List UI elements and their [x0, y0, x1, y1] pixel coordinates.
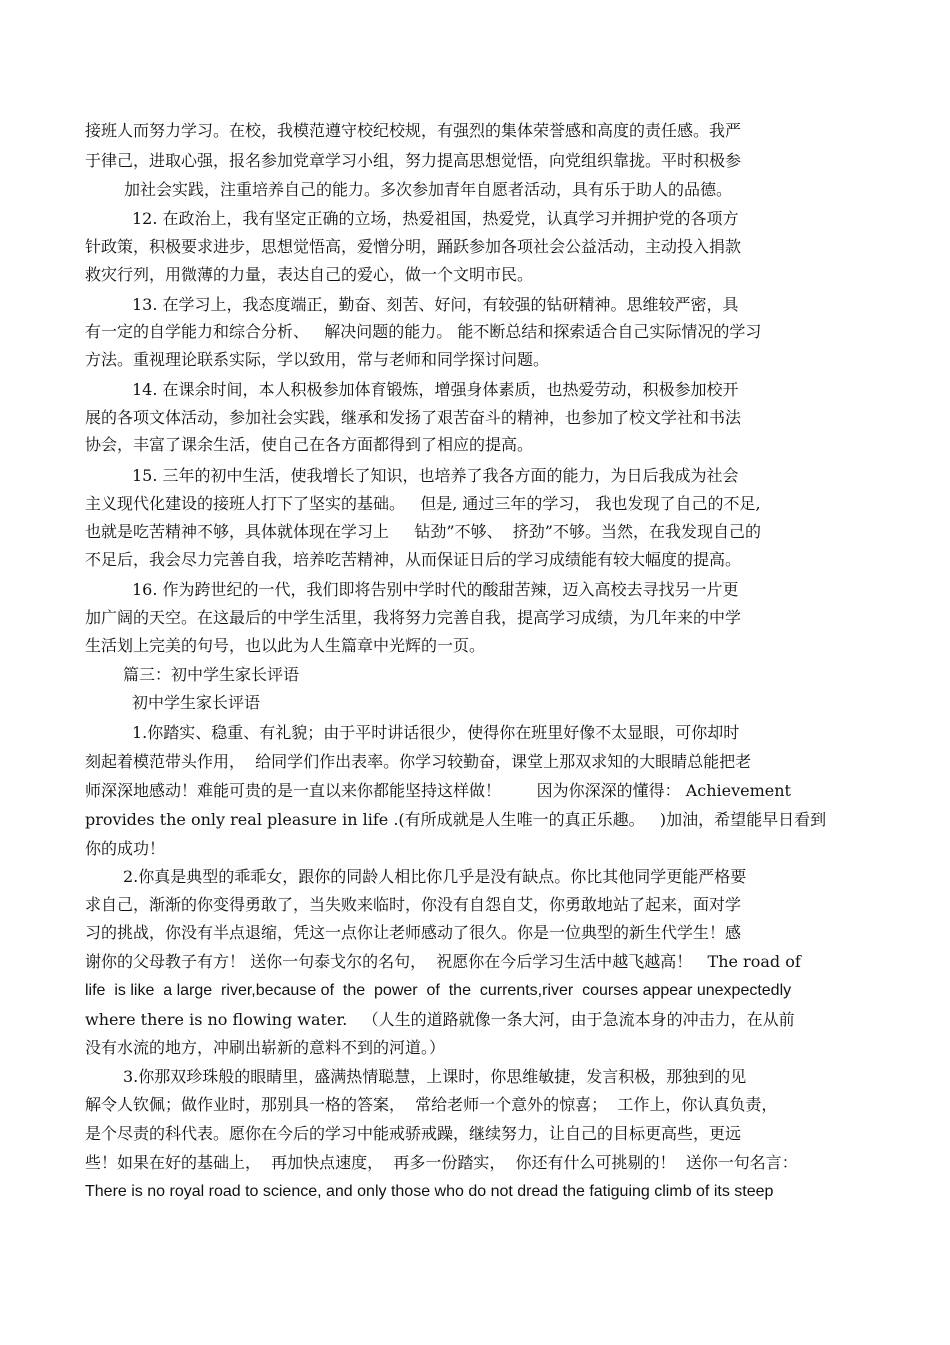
text-line: 加广阔的天空。在这最后的中学生活里，我将努力完善自我，提高学习成绩，为几年来的中学: [85, 608, 742, 627]
text-line: 也就是吃苦精神不够，具体就体现在学习上 钻劲”不够、 挤劲”不够。当然，在我发现自己的: [85, 522, 761, 541]
text-line: 15. 三年的初中生活，使我增长了知识，也培养了我各方面的能力，为日后我成为社会: [132, 466, 739, 485]
text-line: 1.你踏实、稳重、有礼貌；由于平时讲话很少，使得你在班里好像不太显眼，可你却时: [132, 723, 740, 742]
text-line: 求自己，渐渐的你变得勇敢了，当失败来临时，你没有自怨自艾，你勇敢地站了起来，面对学: [85, 895, 742, 914]
text-line: 救灾行列，用微薄的力量，表达自己的爱心，做一个文明市民。: [85, 265, 534, 284]
text-line: 16. 作为跨世纪的一代，我们即将告别中学时代的酸甜苦辣，迈入高校去寻找另一片更: [132, 580, 739, 599]
text-line: 12. 在政治上，我有坚定正确的立场，热爱祖国，热爱党，认真学习并拥护党的各项方: [132, 209, 739, 228]
text-line: provides the only real pleasure in life .(有所成就是人生唯一的真正乐趣。 )加油，希望能早日看到: [85, 810, 827, 829]
text-line: 不足后，我会尽力完善自我，培养吃苦精神，从而保证日后的学习成绩能有较大幅度的提高。: [85, 550, 742, 569]
text-line: 方法。重视理论联系实际，学以致用，常与老师和同学探讨问题。: [85, 350, 550, 369]
text-line: 于律己，进取心强，报名参加党章学习小组，努力提高思想觉悟，向党组织靠拢。平时积极参: [85, 151, 742, 170]
text-line: 是个尽责的科代表。愿你在今后的学习中能戒骄戒躁，继续努力，让自己的目标更高些，更远: [85, 1124, 742, 1143]
text-line: 接班人而努力学习。在校，我模范遵守校纪校规，有强烈的集体荣誉感和高度的责任感。我严: [85, 121, 742, 140]
text-line: 师深深地感动！难能可贵的是一直以来你都能坚持这样做！ 因为你深深的懂得： Achievement: [85, 781, 791, 800]
text-line: 刻起着模范带头作用， 给同学们作出表率。你学习较勤奋，课堂上那双求知的大眼睛总能把老: [85, 752, 752, 771]
text-line: 没有水流的地方，冲刷出崭新的意料不到的河道。）: [85, 1038, 446, 1057]
text-line: 谢你的父母教子有方！ 送你一句泰戈尔的名句， 祝愿你在今后学习生活中越飞越高！ The road of: [85, 952, 801, 971]
text-line: 针政策，积极要求进步，思想觉悟高，爱憎分明，踊跃参加各项社会公益活动，主动投入捐款: [85, 237, 742, 256]
text-line: There is no royal road to science, and only those who do not dread the fatiguing climb of its steep: [85, 1183, 774, 1200]
text-line: 14. 在课余时间，本人积极参加体育锻炼，增强身体素质，也热爱劳动，积极参加校开: [132, 380, 739, 399]
text-line: 些！如果在好的基础上， 再加快点速度， 再多一份踏实， 你还有什么可挑剔的！ 送你一句名言：: [85, 1153, 798, 1172]
text-line: 加社会实践，注重培养自己的能力。多次参加青年自愿者活动，具有乐于助人的品德。: [124, 180, 733, 199]
text-line: life is like a large river,because of the power of the currents,river courses appear unexpectedly: [85, 982, 792, 999]
text-line: where there is no flowing water. （人生的道路就像一条大河，由于急流本身的冲击力，在从前: [85, 1010, 795, 1029]
text-line: 解令人钦佩；做作业时，那别具一格的答案， 常给老师一个意外的惊喜； 工作上，你认真负责，: [85, 1095, 778, 1114]
text-line: 你的成功！: [85, 839, 166, 858]
text-line: 习的挑战，你没有半点退缩，凭这一点你让老师感动了很久。你是一位典型的新生代学生！感: [85, 923, 742, 942]
text-line: 2.你真是典型的乖乖女，跟你的同龄人相比你几乎是没有缺点。你比其他同学更能严格要: [123, 867, 747, 886]
text-line: 生活划上完美的句号，也以此为人生篇章中光辉的一页。: [85, 636, 486, 655]
text-line: 协会，丰富了课余生活，使自己在各方面都得到了相应的提高。: [85, 435, 534, 454]
section-heading: 篇三：初中学生家长评语: [123, 665, 300, 684]
section-subheading: 初中学生家长评语: [132, 693, 261, 712]
text-line: 主义现代化建设的接班人打下了坚实的基础。 但是, 通过三年的学习， 我也发现了自己的不足,: [85, 494, 761, 513]
text-line: 13. 在学习上，我态度端正，勤奋、刻苦、好问，有较强的钻研精神。思维较严密，具: [132, 295, 739, 314]
text-line: 展的各项文体活动，参加社会实践，继承和发扬了艰苦奋斗的精神，也参加了校文学社和书法: [85, 408, 742, 427]
text-line: 3.你那双珍珠般的眼睛里，盛满热情聪慧，上课时，你思维敏捷，发言积极，那独到的见: [123, 1067, 747, 1086]
text-line: 有一定的自学能力和综合分析、 解决问题的能力。 能不断总结和探索适合自己实际情况的学习: [85, 322, 762, 341]
